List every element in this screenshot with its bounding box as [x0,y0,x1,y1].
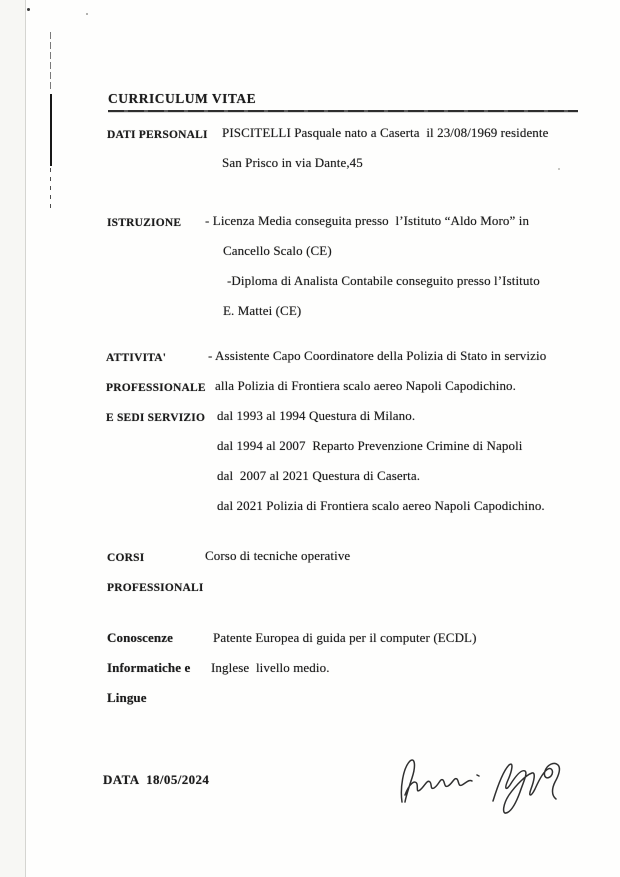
scan-streak-segment-top [50,32,51,92]
label-istruzione: ISTRUZIONE [107,217,182,229]
scan-speck [86,13,88,15]
signature-icon [393,738,575,820]
dati-line-1: PISCITELLI Pasquale nato a Caserta il 23/08/1969 residente [222,125,549,140]
istruzione-line-2: Cancello Scalo (CE) [223,243,332,258]
date-row [103,772,209,788]
label-conoscenze: Conoscenze [107,630,173,645]
attivita-line-5: dal 2007 al 2021 Questura di Caserta. [217,468,421,483]
conoscenze-line-1: Patente Europea di guida per il computer (ECDL) [213,630,477,645]
date-value: 18/05/2024 [146,772,210,787]
scan-streak-segment-bottom [50,168,51,212]
attivita-line-3: dal 1993 al 1994 Questura di Milano. [217,408,416,423]
label-professionale: PROFESSIONALE [106,382,206,394]
date-label: DATA [103,772,139,787]
attivita-line-2: alla Polizia di Frontiera scalo aereo Napoli Capodichino. [215,378,516,393]
scan-speck [558,168,560,170]
scan-speck [27,8,30,11]
istruzione-line-4: E. Mattei (CE) [223,303,302,318]
istruzione-line-3: -Diploma di Analista Contabile conseguito presso l’Istituto [227,273,540,288]
scan-streak-segment-middle [50,94,52,166]
label-attivita: ATTIVITA' [106,352,167,364]
attivita-line-6: dal 2021 Polizia di Frontiera scalo aereo Napoli Capodichino. [217,498,545,513]
label-corsi: CORSI [107,552,145,564]
left-scan-strip [0,0,25,877]
signature-stroke-dot [477,775,479,776]
attivita-line-4: dal 1994 al 2007 Reparto Prevenzione Crimine di Napoli [217,438,523,453]
title-underline [108,110,578,112]
date-gap [139,772,146,787]
label-lingue: Lingue [107,690,147,705]
corsi-line-1: Corso di tecniche operative [205,548,351,563]
paper-edge-line [25,0,26,877]
label-e-sedi-servizio: E SEDI SERVIZIO [106,412,206,424]
attivita-line-1: - Assistente Capo Coordinatore della Polizia di Stato in servizio [208,348,547,363]
label-dati-personali: DATI PERSONALI [107,129,208,141]
dati-line-2: San Prisco in via Dante,45 [222,155,363,170]
handwritten-signature [393,738,575,820]
signature-stroke-second-word [493,763,559,813]
istruzione-line-1: - Licenza Media conseguita presso l’Istituto “Aldo Moro” in [205,213,530,228]
label-professionali: PROFESSIONALI [107,582,204,594]
document-title: CURRICULUM VITAE [108,91,257,106]
label-informatiche: Informatiche e [107,660,191,675]
signature-stroke-first-word [401,760,472,802]
conoscenze-line-2: Inglese livello medio. [211,660,330,675]
